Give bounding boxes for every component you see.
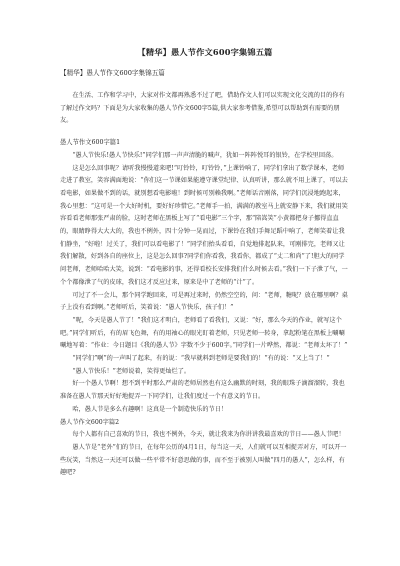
essay-2-paragraph: 每个人都有自己喜欢的节日，我也不例外，今天，就让我来为你讲讲我最喜欢的节日——愚人节吧！: [72, 431, 345, 439]
essay-1-paragraph: 可过了不一会儿，那个同学跑回来，可是再过来时，仍然空空的，问：“老师，糖呢？放在哪里啊？桌子上没有看到啊。”老师听后，笑着说：“愚人节快乐，孩子们！”: [60, 291, 348, 312]
essay-1-paragraph: “呢，今天是愚人节了！”我们这才明白，老师看了看我们，又说：“好，那么今天的作业，就写这个吧。”同学们听后，有的眉飞色舞，有的用袖心的眼光盯着老师，只见老师一转身，拿起粉笔在黑板上唰唰唰地写着：“作业：今日题目《我的愚人节》字数不少于600字。”同学们一片哗然，都说：“老师太坏了！”: [60, 316, 348, 350]
intro-paragraph: 在生活、工作和学习中，大家对作文都再熟悉不过了吧，借助作文人们可以实现文化交流的目的你有了解过作文吗？下面是为大家收集的愚人节作文600字5篇,供大家参考借鉴,希望可以帮助到有需要的朋友。: [60, 92, 345, 125]
essay-1-heading: 愚人节作文600字篇1: [60, 139, 121, 147]
essay-1-paragraph: 好一个愚人节啊！想不到平时那么严肃的老师居然也有这么幽默的时刻，我的眼珠子滴溜溜转，我也准备在愚人节那天好好地捉弄一下同学们，让我们度过一个有意义的节日。: [60, 380, 345, 401]
essay-1-paragraph: “愚人节快乐！”老师说着，笑得更灿烂了。: [72, 367, 191, 375]
document-subtitle: 【精华】愚人节作文600字集锦五篇: [60, 69, 165, 77]
essay-1-paragraph: 哈，愚人节是多么有趣啊！这真是一个制造快乐的节日！: [72, 405, 228, 413]
essay-1-paragraph: “愚人节快乐!愚人节快乐!”同学们那一声声清脆的喊声，犹如一阵阵悦耳的银铃，在学校里回荡。: [72, 151, 338, 159]
essay-1-paragraph: 这是怎么回事呢？请听我慢慢道来吧!“叮铃铃，叮铃铃，”上课铃响了，同学们拿出了数学课本，老师走进了教室，笑容满面地说：“你们这一节课如果能遵守课堂纪律、认真听讲，那么就不用上课了，可以去看电影，如果做不到的话，就别想看电影啦！到时候可别赖我啊。”老师话音刚落，同学们沉浸地跑起来，我心里想：“这可是一个大好时机，要好好珍惜它。”老师手一拍，满满的教室马上就安静下来，我们就用笑容看看老师那张严肃的脸，这时老师在黑板上写了“看电影”三个字，那“陪嵩笑”小黄都把身子挪得直直的，眼睛睁得大大大的，我也不例外，四十分钟一晃而过，下课铃在我们手舞足蹈中响了，老师笑着让我们静坐，“好啦！过关了，我们可以看电影了！”同学们抬头看看，自觉地排起队来，可刚排完，老师又让我们解散，好到各自的座位上，这是怎么回事?同学们你看我，我看你，都成了“丈二和尚”了!胆大的同学问老师，老师哈哈大笑，说到：“看电影的事，还得看校长安排我们什么时候去看。”我们一下子泄了气，一个个都像泄了气的皮球，我们这才反应过来，原来是中了老师的“计”了。: [60, 164, 348, 286]
essay-1-paragraph: “同学们”啊”的一声叫了起来，有的说：“我早就料到老师是要我们的！”有的说：“又上当了！”: [72, 355, 330, 363]
essay-2-paragraph: 愚人节是“老外”们的节日，在每年公历的4月1日，每当这一天，人们就可以互相捉弄对方，可以开一些玩笑，当然这一天还可以做一些平常不好意思做的事，而不至于被别人叫做“四月的愚人”，怎么样，有趣吧?: [60, 443, 347, 477]
document-body: [60, 90, 350, 480]
document-title: 【精华】愚人节作文600字集锦五篇: [137, 47, 273, 57]
essay-2-heading: 愚人节作文600字篇2: [60, 418, 120, 426]
